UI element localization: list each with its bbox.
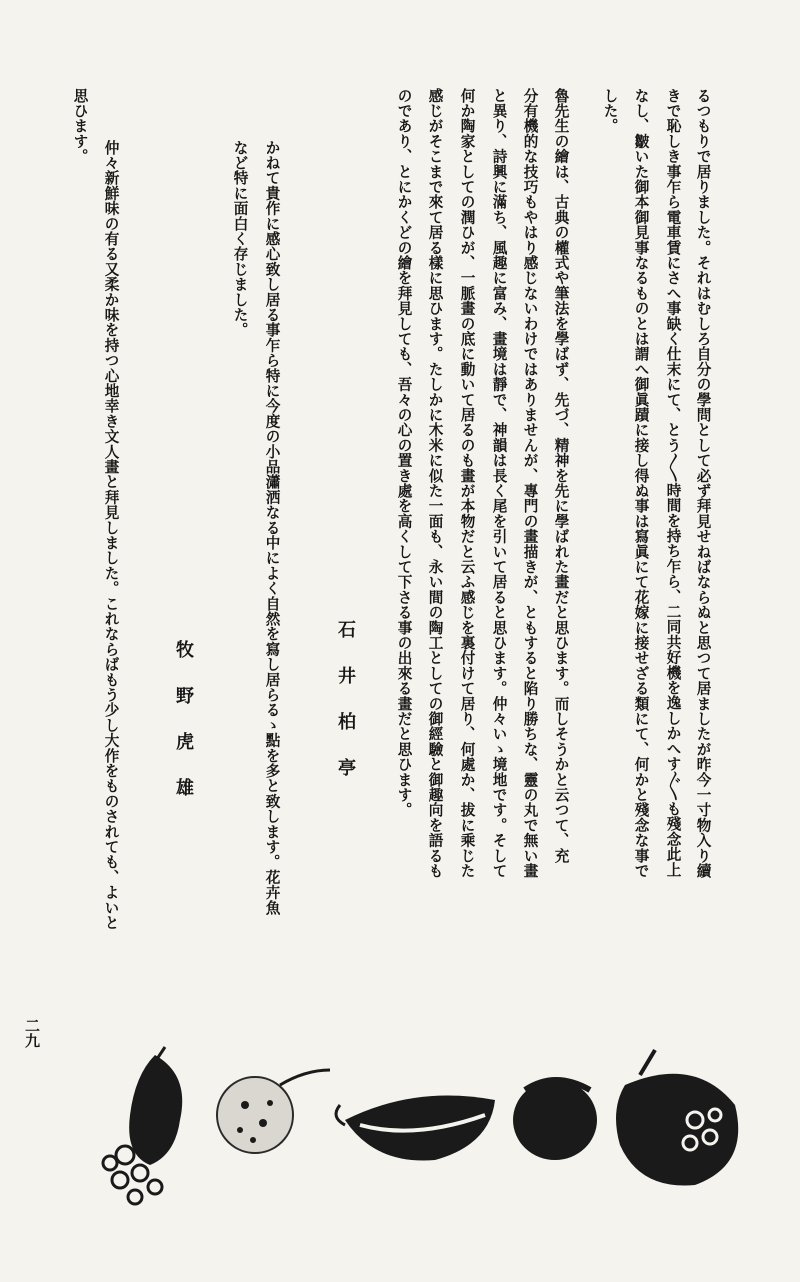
persimmon-icon (616, 1050, 738, 1186)
text-column: なし、皺いた御本御見事なるものとは謂へ御眞蹟に接し得ぬ事は寫眞にて花嫁に接せざる類にて、何かと殘念な事で (632, 88, 650, 879)
text-column: 分有機的な技巧もやはり感じないわけではありませんが、專門の畫描きが、ともすると陷り勝ちな、靈の丸で無い畫 (521, 88, 539, 879)
text-column: など特に面白く存じました。 (231, 140, 249, 338)
text-column: 思ひます。 (71, 88, 89, 164)
fruit-icon (217, 1070, 330, 1153)
page-number: 二九 (23, 1018, 41, 1048)
text-column: のであり、とにかくどの繪を拜見しても、吾々の心の置き處を高くして下さる事の出來る畫だと思ひます。 (395, 88, 413, 818)
author-signature: 牧野虎雄 (173, 640, 194, 824)
text-column: した。 (601, 88, 619, 134)
text-column: 仲々新鮮味の有る又柔か味を持つ心地幸き文人畫と拜見しました。これならばもう少し大作をものされても、よいと (102, 140, 120, 931)
text-column: きで恥しき事乍ら電車賃にさへ事缺く仕末にて、とう〳〵時間を持ち乍ら、二同共好機を逸しかへす〴〵も殘念此上 (664, 88, 682, 878)
text-column: かねて貴作に感心致し居る事乍ら特に今度の小品瀟洒なる中によく自然を寫し居らるゝ點を多と致します。花卉魚 (263, 140, 281, 916)
boat-dish-icon (336, 1096, 495, 1161)
text-column: 魯先生の繪は、古典の權式や筆法を學ばず、先づ、精神を先に學ばれた畫だと思ひます。而しそうかと云つて、充 (552, 88, 570, 864)
text-column: 感じがそこまで來て居る樣に思ひます。たしかに木米に似た一面も、永い間の陶工としての御經驗と御趣向を語るも (426, 88, 444, 879)
text-column: るつもりで居りました。それはむしろ自分の學問として必ず拜見せねばならぬと思つて居ましたが昨今一寸物入り續 (694, 88, 712, 879)
author-signature: 石井柏亭 (335, 620, 356, 804)
text-column: 何か陶家としての潤ひが、一脈畫の底に動いて居るのも畫が本物だと云ふ感じを裏付けて居り、何處か、拔に乘じた (458, 88, 476, 879)
text-column: と異り、詩興に滿ち、風趣に富み、畫境は靜で、神韻は長く尾を引いて居ると思ひます。仲々いゝ境地です。そして (490, 88, 508, 879)
grapes-icon (103, 1047, 182, 1204)
eggplant-icon (513, 1080, 597, 1160)
ink-illustration (95, 1045, 755, 1215)
